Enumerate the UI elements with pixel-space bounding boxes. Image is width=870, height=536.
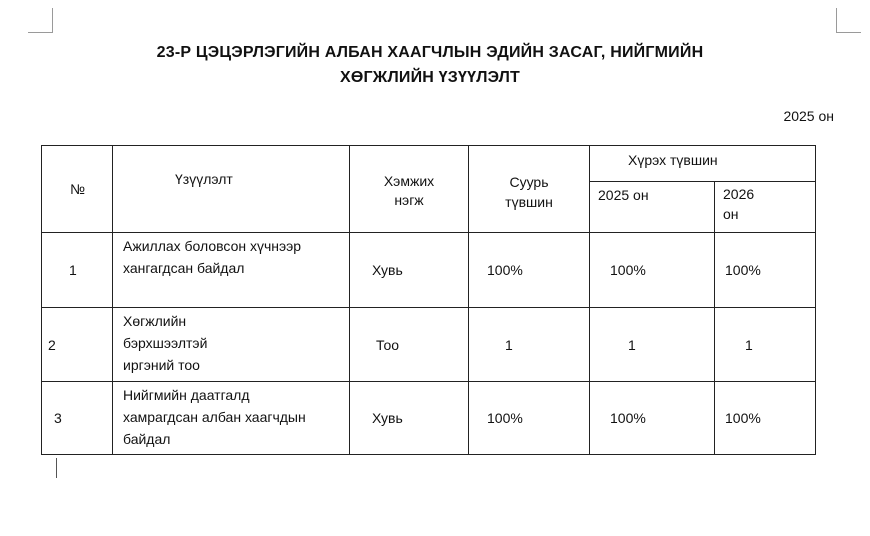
header-baseline-label: Суурь түвшин (505, 174, 553, 210)
row-baseline: 100% (469, 233, 590, 308)
header-baseline (469, 146, 590, 233)
row-baseline: 1 (469, 308, 590, 382)
document-title-line-1: 23-Р ЦЭЦЭРЛЭГИЙН АЛБАН ХААГЧЛЫН ЭДИЙН ЗАСАГ, НИЙГМИЙН (156, 44, 704, 61)
document-title (40, 40, 820, 90)
row-indicator-text: Нийгмийн даатгалд хамрагдсан албан хаагчдын байдал (123, 387, 306, 447)
row-indicator (113, 308, 350, 382)
indicator-table (41, 145, 816, 455)
row-target-2025: 100% (590, 382, 715, 455)
page-corner-mark-top-left (28, 8, 53, 33)
row-unit: Тоо (350, 308, 469, 382)
row-unit: Хувь (350, 382, 469, 455)
row-indicator-text: Хөгжлийн бэрхшээлтэй иргэний тоо (123, 313, 208, 373)
row-target-2025: 100% (590, 233, 715, 308)
header-year-2026 (715, 182, 816, 233)
row-indicator (113, 233, 350, 308)
table-row (42, 233, 816, 308)
row-number: 3 (42, 382, 113, 455)
header-number: № (42, 146, 113, 233)
header-year-2025: 2025 он (590, 182, 715, 233)
document-title-line-2: ХӨГЖЛИЙН ҮЗҮҮЛЭЛТ (340, 69, 520, 86)
header-target: Хүрэх түвшин (590, 146, 816, 182)
header-unit (350, 146, 469, 233)
row-baseline: 100% (469, 382, 590, 455)
page-corner-mark-top-right (836, 8, 861, 33)
table-header-row (42, 146, 816, 182)
row-target-2025: 1 (590, 308, 715, 382)
row-number: 1 (42, 233, 113, 308)
year-note: 2025 он (783, 108, 834, 124)
row-target-2026: 1 (715, 308, 816, 382)
header-year-2026-label: 2026 он (723, 186, 755, 222)
header-indicator: Үзүүлэлт (113, 146, 350, 233)
row-target-2026: 100% (715, 382, 816, 455)
row-unit: Хувь (350, 233, 469, 308)
row-number: 2 (42, 308, 113, 382)
row-target-2026: 100% (715, 233, 816, 308)
row-indicator (113, 382, 350, 455)
row-indicator-text: Ажиллах боловсон хүчнээр хангагдсан байдал (123, 238, 302, 276)
header-unit-label: Хэмжих нэгж (383, 173, 435, 208)
text-cursor (56, 458, 57, 478)
table-row (42, 382, 816, 455)
table-row (42, 308, 816, 382)
